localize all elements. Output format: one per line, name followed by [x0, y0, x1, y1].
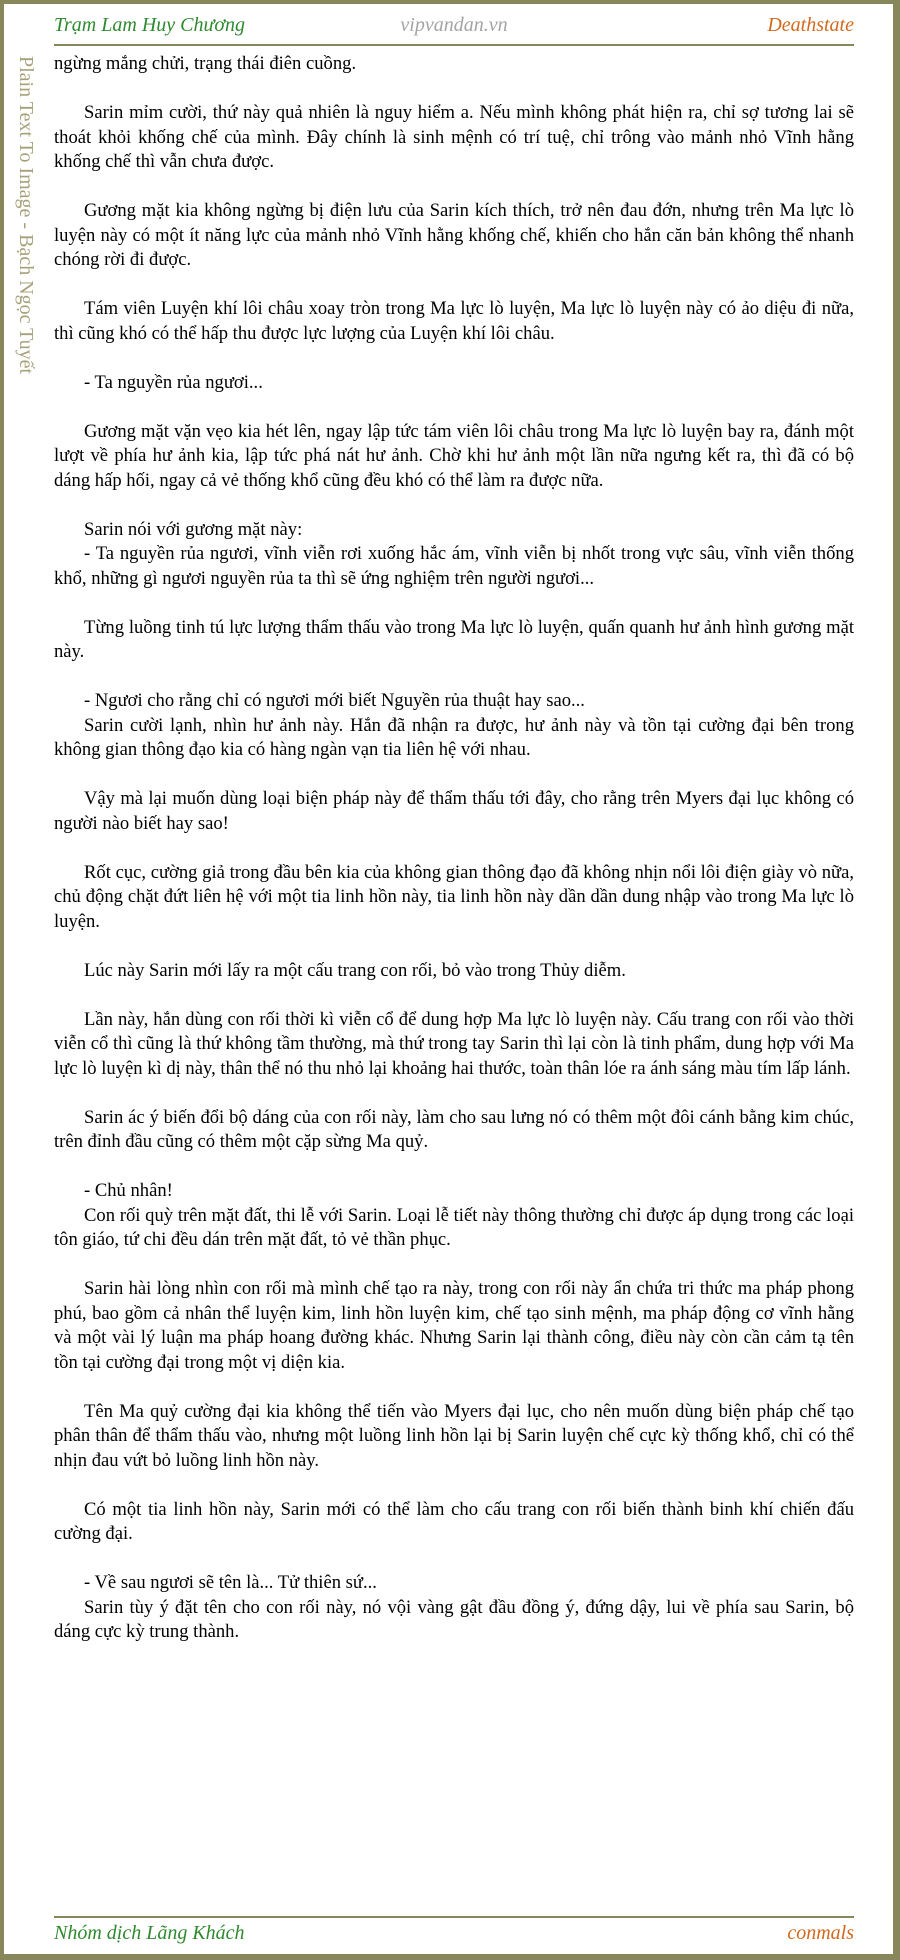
paragraph: Con rối quỳ trên mặt đất, thi lễ với Sarin. Loại lễ tiết này thông thường chỉ được áp dụng trong các loại tôn giáo, tứ chi đều dán trên mặt đất, tỏ vẻ thần phục.	[54, 1204, 854, 1250]
story-text	[54, 52, 854, 1669]
paragraph: Sarin hài lòng nhìn con rối mà mình chế tạo ra này, trong con rối này ẩn chứa tri thức ma pháp phong phú, bao gồm cả nhân thể luyện kim, linh hồn luyện kim, chế tạo sinh mệnh, ma pháp động cơ vĩnh hằng và một vài lý luận ma pháp hoang đường khác. Nhưng Sarin lại thành công, điều này còn cần cảm tạ tên tồn tại cường đại trong một vị diện kia.	[54, 1278, 854, 1373]
paragraph: Lần này, hắn dùng con rối thời kì viễn cổ để dung hợp Ma lực lò luyện này. Cấu trang con rối vào thời viễn cổ thì cũng là thứ không tầm thường, mà thứ trong tay Sarin thì lại còn là tinh phẩm, dung hợp với Ma lực lò luyện kì dị này, thân thể nó thu nhỏ lại khoảng hai thước, toàn thân lóe ra ánh sáng màu tím lấp lánh.	[54, 1008, 854, 1079]
header-translator: Deathstate	[767, 14, 854, 36]
footer-group-name: Nhóm dịch Lãng Khách	[54, 1922, 245, 1944]
page	[4, 4, 893, 1954]
paragraph: Sarin nói với gương mặt này:	[84, 518, 303, 540]
page-header	[54, 14, 854, 40]
side-watermark: Plain Text To Image - Bạch Ngọc Tuyết	[15, 56, 37, 375]
page-footer	[54, 1922, 854, 1948]
paragraph: Tên Ma quỷ cường đại kia không thể tiến vào Myers đại lục, cho nên muốn dùng biện pháp chế tạo phân thân để thẩm thấu vào, nhưng một luồng linh hồn lại bị Sarin luyện chế cực kỳ thống khổ, chỉ có thể nhịn đau vứt bỏ luồng linh hồn này.	[54, 1400, 854, 1471]
paragraph: Vậy mà lại muốn dùng loại biện pháp này để thẩm thấu tới đây, cho rằng trên Myers đại lục không có người nào biết hay sao!	[54, 788, 854, 834]
paragraph: Sarin tùy ý đặt tên cho con rối này, nó vội vàng gật đầu đồng ý, đứng dậy, lui về phía sau Sarin, bộ dáng cực kỳ trung thành.	[54, 1596, 854, 1642]
paragraph: Lúc này Sarin mới lấy ra một cấu trang con rối, bỏ vào trong Thủy diễm.	[84, 959, 626, 981]
paragraph: Sarin mỉm cười, thứ này quả nhiên là nguy hiểm a. Nếu mình không phát hiện ra, chỉ sợ tương lai sẽ thoát khỏi khống chế của mình. Đây chính là sinh mệnh có trí tuệ, chỉ trông vào mảnh nhỏ Vĩnh hằng khống chế thì vẫn chưa được.	[54, 102, 854, 172]
paragraph: Gương mặt vặn vẹo kia hét lên, ngay lập tức tám viên lôi châu trong Ma lực lò luyện bay ra, đánh một lượt về phía hư ảnh kia, lập tức phá nát hư ảnh. Chờ khi hư ảnh một lần nữa ngưng kết ra, thì đã có bộ dáng hấp hối, ngay cả vẻ thống khổ cũng đều khó có thể làm ra được nữa.	[54, 420, 854, 491]
header-divider	[54, 44, 854, 46]
paragraph: - Ngươi cho rằng chỉ có ngươi mới biết Nguyền rủa thuật hay sao...	[84, 690, 585, 711]
paragraph: Có một tia linh hồn này, Sarin mới có thể làm cho cấu trang con rối biến thành binh khí chiến đấu cường đại.	[54, 1498, 854, 1544]
paragraph: - Ta nguyền rủa ngươi, vĩnh viễn rơi xuống hắc ám, vĩnh viễn bị nhốt trong vực sâu, vĩnh viễn thống khổ, những gì ngươi nguyền rủa ta thì sẽ ứng nghiệm trên người ngươi...	[54, 543, 854, 589]
header-site-name: Trạm Lam Huy Chương	[54, 14, 246, 36]
paragraph: Sarin ác ý biến đổi bộ dáng của con rối này, làm cho sau lưng nó có thêm một đôi cánh bằng kim chúc, trên đỉnh đầu cũng có thêm một cặp sừng Ma quỷ.	[54, 1106, 854, 1152]
paragraph: Rốt cục, cường giả trong đầu bên kia của không gian thông đạo đã không nhịn nổi lôi điện giày vò nữa, chủ động chặt đứt liên hệ với một tia linh hồn này, tia linh hồn này dần dần dung nhập vào trong Ma lực lò luyện.	[54, 861, 854, 932]
paragraph: Tám viên Luyện khí lôi châu xoay tròn trong Ma lực lò luyện, Ma lực lò luyện này có ảo diệu đi nữa, thì cũng khó có thể hấp thu được lực lượng của Luyện khí lôi châu.	[54, 298, 854, 344]
paragraph: Từng luồng tinh tú lực lượng thẩm thấu vào trong Ma lực lò luyện, quấn quanh hư ảnh hình gương mặt này.	[54, 616, 854, 662]
paragraph: - Chủ nhân!	[84, 1180, 173, 1201]
footer-divider	[54, 1916, 854, 1918]
paragraph: Gương mặt kia không ngừng bị điện lưu của Sarin kích thích, trở nên đau đớn, nhưng trên Ma lực lò luyện này có một ít năng lực của mảnh nhỏ Vĩnh hằng khống chế, khiến cho hắn căn bản không thể nhanh chóng rời đi được.	[54, 200, 854, 270]
header-website: vipvandan.vn	[400, 14, 508, 36]
paragraph: - Về sau ngươi sẽ tên là... Tử thiên sứ...	[84, 1572, 377, 1593]
footer-editor: conmals	[787, 1922, 854, 1944]
paragraph: - Ta nguyền rủa ngươi...	[84, 371, 263, 393]
paragraph: ngừng mắng chửi, trạng thái điên cuồng.	[54, 53, 357, 74]
paragraph: Sarin cười lạnh, nhìn hư ảnh này. Hắn đã nhận ra được, hư ảnh này và tồn tại cường đại bên trong không gian thông đạo kia có hàng ngàn vạn tia liên hệ với nhau.	[54, 714, 854, 760]
